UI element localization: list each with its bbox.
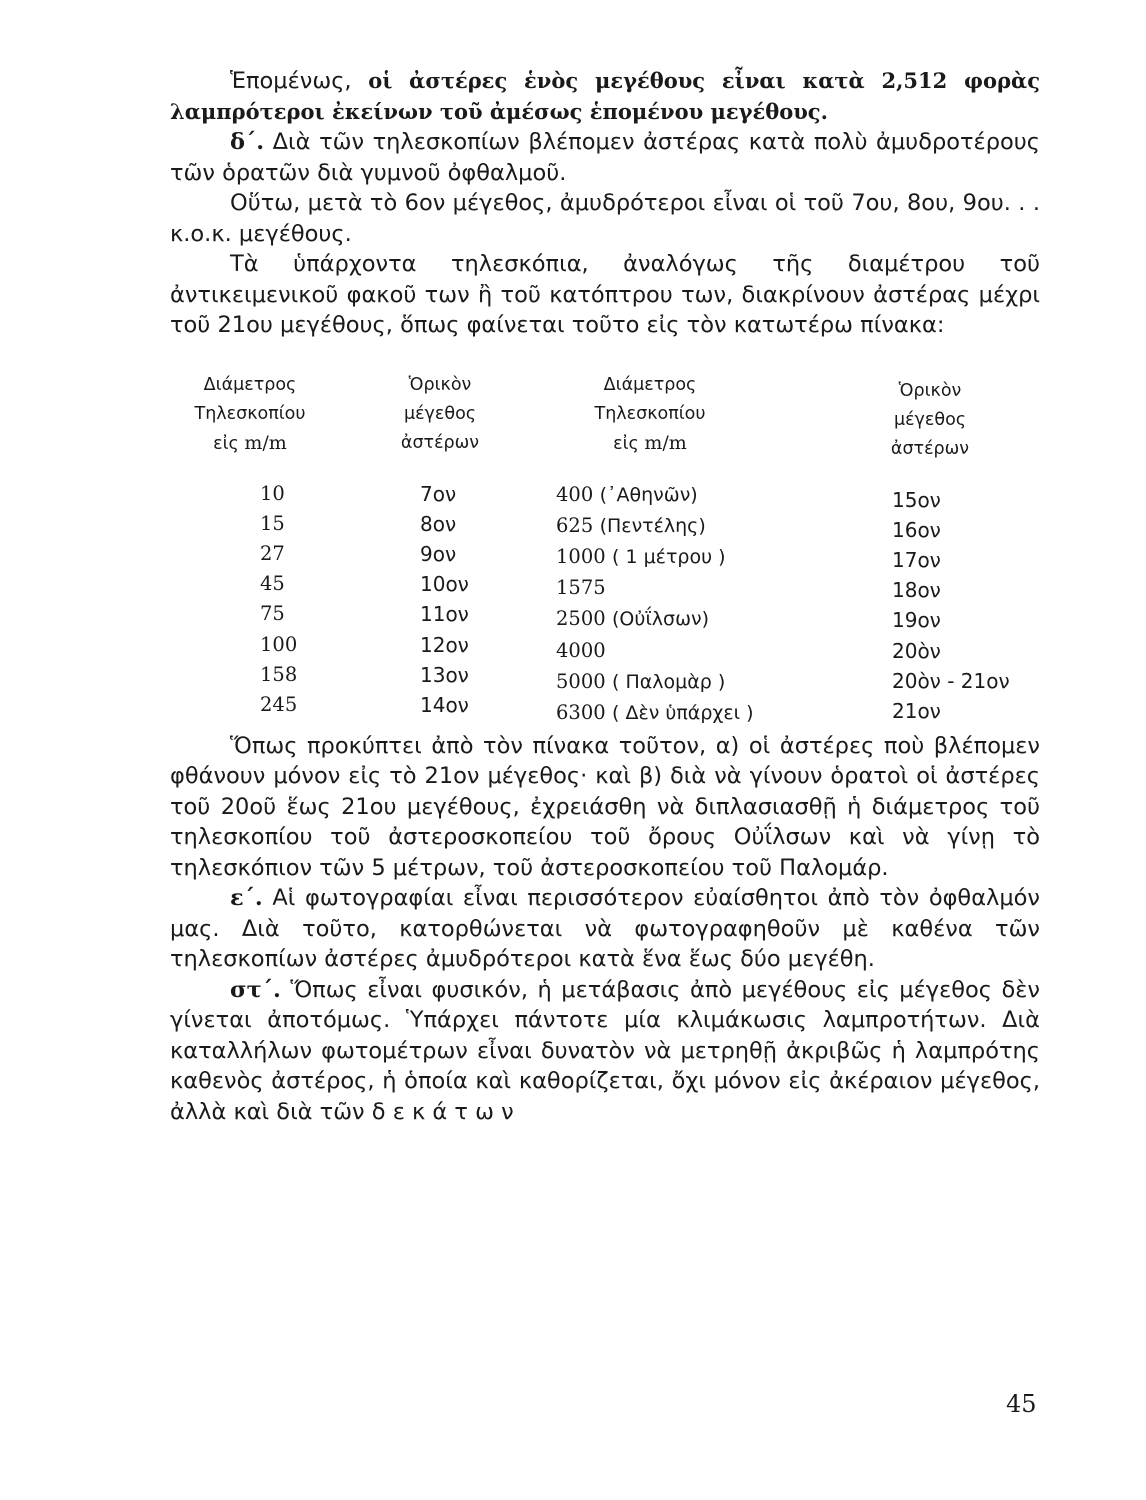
diameter-value: 400 <box>556 482 594 506</box>
table-cell: 14ον <box>420 692 469 717</box>
table-cell <box>556 541 754 572</box>
table-cell: 13ον <box>420 662 469 687</box>
table-cell: 19ον <box>892 608 941 633</box>
header-line: Ὁρικὸν <box>898 380 962 401</box>
paragraph-7 <box>170 975 1040 1128</box>
column-right-diameters <box>556 479 754 729</box>
column-left-diameters <box>260 479 297 721</box>
table-cell: 18ον <box>892 578 941 603</box>
paragraph-6-text: Αἱ φωτογραφίαι εἶναι περισσότερον εὐαίσθητοι ἀπὸ τὸν ὀφθαλμόν μας. Διὰ τοῦτο, κατορθώνεται νὰ φωτογραφηθοῦν μὲ καθένα τῶν τηλεσκοπίων ἀστέρες ἀμυδρότεροι κατὰ ἕνα ἕως δύο μεγέθη. <box>170 885 1040 972</box>
table-cell: 100 <box>260 632 298 656</box>
header-unit: m/m <box>244 431 287 454</box>
header-line: Διάμετρος <box>603 374 697 395</box>
table-cell: 16ον <box>892 517 941 542</box>
diameter-value: 4000 <box>556 638 606 662</box>
header-word: εἰς <box>213 433 239 454</box>
table-cell: 158 <box>260 662 298 686</box>
telescope-magnitude-table <box>170 371 1040 731</box>
diameter-note: ( 1 μέτρου ) <box>612 545 726 568</box>
header-magnitude-right <box>860 377 1000 464</box>
diameter-value: 1575 <box>556 576 606 600</box>
table-cell <box>556 635 754 666</box>
table-cell <box>556 572 754 603</box>
table-cell: 8ον <box>420 511 457 536</box>
paragraph-2-text: Διὰ τῶν τηλεσκοπίων βλέπομεν ἀστέρας κατὰ πολὺ ἀμυδροτέρους τῶν ὁρατῶν διὰ γυμνοῦ ὀφθαλμοῦ. <box>170 129 1040 186</box>
table-cell: 10 <box>260 481 285 505</box>
paragraph-3: Οὕτω, μετὰ τὸ 6ον μέγεθος, ἀμυδρότεροι εἶναι οἱ τοῦ 7ου, 8ου, 9ου. . . κ.ο.κ. μεγέθους. <box>170 190 1040 247</box>
paragraph-7-text: Ὅπως εἶναι φυσικόν, ἡ μετάβασις ἀπὸ μεγέθους εἰς μέγεθος δὲν γίνεται ἀποτόμως. Ὑπάρχει πάντοτε μία κλιμάκωσις λαμπροτήτων. Διὰ καταλλήλων φωτομέτρων εἶναι δυνατὸν νὰ μετρηθῇ ἀκριβῶς ἡ λαμπρότης καθενὸς ἀστέρος, ἡ ὁποία καὶ καθορίζεται, ὄχι μόνον εἰς ἀκέραιον μέγεθος, ἀλλὰ καὶ διὰ τῶν δ ε κ ά τ ω ν <box>170 976 1040 1125</box>
table-cell <box>556 510 754 541</box>
header-line: Τηλεσκοπίου <box>594 403 706 424</box>
header-line: ἀστέρων <box>890 438 970 459</box>
header-line <box>170 429 330 459</box>
table-cell: 10ον <box>420 572 469 597</box>
table-cell: 11ον <box>420 602 469 627</box>
header-magnitude-left <box>370 371 510 458</box>
table-cell: 27 <box>260 541 285 565</box>
diameter-value: 625 <box>556 513 594 537</box>
diameter-note: (Πεντέλης) <box>599 514 706 537</box>
table-cell: 17ον <box>892 547 941 572</box>
paragraph-6 <box>170 883 1040 975</box>
header-line: Τηλεσκοπίου <box>194 403 306 424</box>
header-line: Ὁρικὸν <box>408 374 472 395</box>
paragraph-5: Ὅπως προκύπτει ἀπὸ τὸν πίνακα τοῦτον, α) οἱ ἀστέρες ποὺ βλέπομεν φθάνουν μόνον εἰς τὸ 21ον μέγεθος· καὶ β) διὰ νὰ γίνουν ὁρατοὶ οἱ ἀστέρες τοῦ 20οῦ ἕως 21ου μεγέθους, ἐχρειάσθη νὰ διπλασιασθῇ ἡ διάμετρος τοῦ τηλεσκοπίου τοῦ ἀστεροσκοπείου τοῦ ὄρους Οὐΐλσων καὶ νὰ γίνῃ τὸ τηλεσκόπιον τῶν 5 μέτρων, τοῦ ἀστεροσκοπείου τοῦ Παλομάρ. <box>170 732 1040 881</box>
diameter-note: (᾿Αθηνῶν) <box>599 483 698 506</box>
table-cell: 245 <box>260 692 298 716</box>
table-cell: 15ον <box>892 487 941 512</box>
table-cell: 20ὸν - 21ον <box>892 668 1010 693</box>
header-diameter-right <box>570 371 730 459</box>
paragraph-2 <box>170 127 1040 188</box>
table-cell: 15 <box>260 511 285 535</box>
section-mark-stigma: στ΄. <box>230 976 281 1003</box>
header-word: εἰς <box>613 433 639 454</box>
section-mark-epsilon: ε΄. <box>230 885 263 911</box>
diameter-note: ( Δὲν ὑπάρχει ) <box>612 701 754 724</box>
header-line: Διάμετρος <box>203 374 297 395</box>
table-cell: 7ον <box>420 481 457 506</box>
table-cell: 12ον <box>420 632 469 657</box>
page-number: 45 <box>1006 1390 1037 1418</box>
table-cell <box>556 697 754 728</box>
header-line <box>570 429 730 459</box>
section-mark-delta: δ΄. <box>230 129 265 155</box>
table-cell <box>556 603 754 634</box>
header-unit: m/m <box>644 431 687 454</box>
paragraph-1 <box>170 66 1040 127</box>
page-body <box>170 66 1040 1127</box>
diameter-value: 6300 <box>556 700 606 724</box>
table-cell: 21ον <box>892 698 941 723</box>
diameter-note: ( Παλομὰρ ) <box>612 670 726 693</box>
table-cell: 9ον <box>420 541 457 566</box>
table-cell <box>556 666 754 697</box>
paragraph-1-lead: Ἑπομένως, <box>230 68 369 94</box>
header-line: ἀστέρων <box>400 432 480 453</box>
column-left-magnitudes <box>420 479 469 721</box>
table-cell: 75 <box>260 602 285 626</box>
diameter-value: 2500 <box>556 607 606 631</box>
header-diameter-left <box>170 371 330 459</box>
table-cell: 45 <box>260 572 285 596</box>
header-line: μέγεθος <box>893 409 967 430</box>
paragraph-1-bold: οἱ ἀστέρες ἑνὸς μεγέθους εἶναι κατὰ 2,512 φορὰς λαμπρότεροι ἐκείνων τοῦ ἀμέσως ἑπομένου μεγέθους. <box>170 68 1040 124</box>
column-right-magnitudes <box>892 485 1010 727</box>
diameter-note: (Οὐΐλσων) <box>612 608 710 631</box>
header-line: μέγεθος <box>403 403 477 424</box>
table-cell: 20ὸν <box>892 638 941 663</box>
table-cell <box>556 479 754 510</box>
diameter-value: 1000 <box>556 544 606 568</box>
paragraph-4: Τὰ ὑπάρχοντα τηλεσκόπια, ἀναλόγως τῆς διαμέτρου τοῦ ἀντικειμενικοῦ φακοῦ των ἢ τοῦ κατόπτρου των, διακρίνουν ἀστέρας μέχρι τοῦ 21ου μεγέθους, ὅπως φαίνεται τοῦτο εἰς τὸν κατωτέρω πίνακα: <box>170 251 1040 338</box>
diameter-value: 5000 <box>556 669 606 693</box>
